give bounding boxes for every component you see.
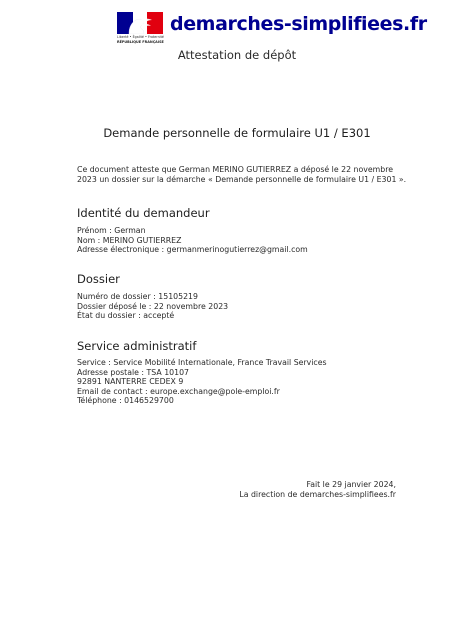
dossier-status-line: État du dossier : accepté xyxy=(77,311,175,321)
intro-paragraph: Ce document atteste que German MERINO GUTIERREZ a déposé le 22 novembre 2023 un dossier sur la démarche « Demande personnelle de formulaire U1 / E301 ». xyxy=(77,165,407,184)
service-details xyxy=(77,358,327,406)
republique-francaise-logo xyxy=(117,12,163,48)
site-brand: demarches-simplifiees.fr xyxy=(170,13,427,35)
service-name-line: Service : Service Mobilité Internationale, France Travail Services xyxy=(77,358,327,367)
signature-author: La direction de demarches-simplifiees.fr xyxy=(239,489,396,499)
service-heading: Service administratif xyxy=(77,339,197,353)
logo-republic: RÉPUBLIQUE FRANÇAISE xyxy=(117,40,164,44)
last-name-line: Nom : MERINO GUTIERREZ xyxy=(77,235,182,245)
logo-motto: Liberté • Égalité • Fraternité xyxy=(117,35,164,39)
signature-date: Fait le 29 janvier 2024, xyxy=(306,480,396,489)
identity-heading: Identité du demandeur xyxy=(77,206,210,220)
phone-line: Téléphone : 0146529700 xyxy=(77,396,174,406)
first-name-line: Prénom : German xyxy=(77,226,146,235)
email-line: Adresse électronique : germanmerinogutierrez@gmail.com xyxy=(77,245,308,255)
dossier-details xyxy=(77,292,228,321)
postal-address-line: Adresse postale : TSA 10107 xyxy=(77,367,190,377)
signature-block xyxy=(239,480,396,499)
dossier-number-line: Numéro de dossier : 15105219 xyxy=(77,292,198,301)
contact-email-line: Email de contact : europe.exchange@pole-emploi.fr xyxy=(77,386,280,396)
dossier-heading: Dossier xyxy=(77,272,120,286)
page-subtitle: Attestation de dépôt xyxy=(177,48,297,62)
city-line: 92891 NANTERRE CEDEX 9 xyxy=(77,377,184,387)
dossier-date-line: Dossier déposé le : 22 novembre 2023 xyxy=(77,301,229,311)
marianne-flag-icon xyxy=(117,12,163,34)
identity-details xyxy=(77,226,308,255)
document-title: Demande personnelle de formulaire U1 / E301 xyxy=(103,126,371,140)
